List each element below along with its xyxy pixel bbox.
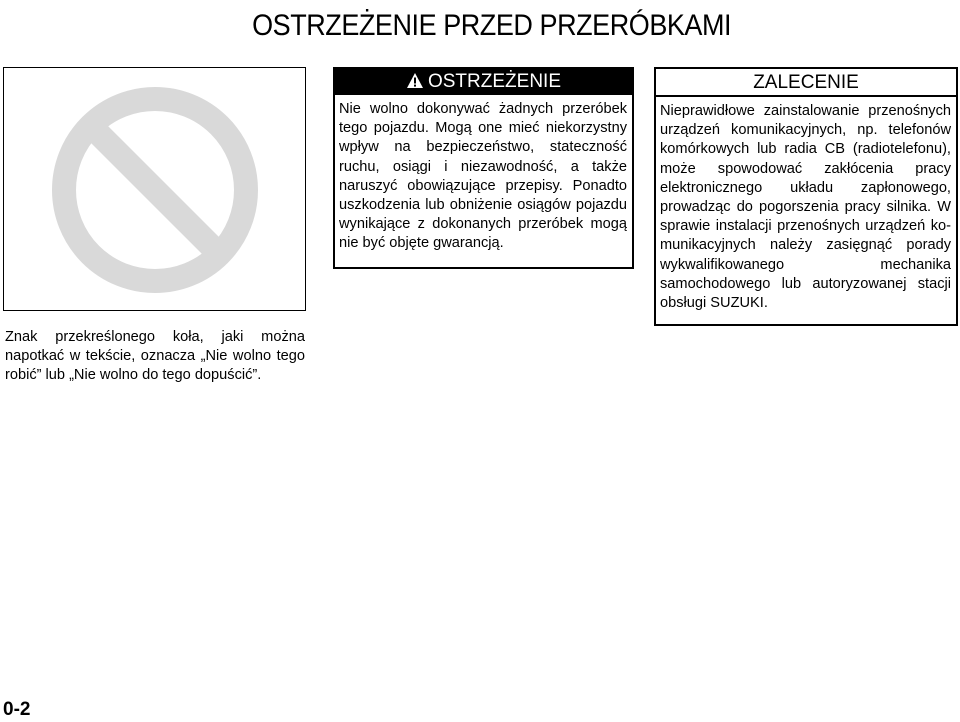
advice-box [654,67,958,326]
warning-box [333,67,634,269]
prohibition-icon [4,68,305,310]
warning-text: Nie wolno dokonywać żadnych przeróbek tego pojazdu. Mogą one mieć niekorzystny wpływ na bezpieczeństwo, stateczność ruchu, osiągi i niezawodność, a także naruszyć obowiązujące przepisy. Ponadto uszkodzenia lub obniżenie osiągów pojazdu wynikające z dokonanych przeróbek mogą nie być objęte gwarancją. [339,101,627,252]
warning-title: OSTRZEŻENIE [427,71,561,92]
warning-header [335,69,632,95]
advice-text: Nieprawidłowe zainstalowanie przenośnych urządzeń komunikacyjnych, np. telefonów komórkowych lub radia CB (radiotelefonu), może spowodować zakłócenia pracy elektronicznego układu zapłonowego, prowadząc do pogorszenia pracy silnika. W sprawie instalacji przenośnych urządzeń komunikacyjnych należy zasięgnąć porady wykwalifikowanego mechanika samochodowego lub autoryzowanej stacji obsługi SUZUKI. [660,103,951,312]
warning-triangle-icon [406,71,424,97]
advice-title: ZALECENIE [656,69,956,97]
figure-caption: Znak przekreślonego koła, jaki można napotkać w tekście, oznacza „Nie wolno tego robić” lub „Nie wolno do tego dopuścić”. [5,329,305,383]
prohibition-figure [3,67,306,311]
page-number: 0-2 [3,699,31,720]
page-title: OSTRZEŻENIE PRZED PRZERÓBKAMI [252,9,732,42]
